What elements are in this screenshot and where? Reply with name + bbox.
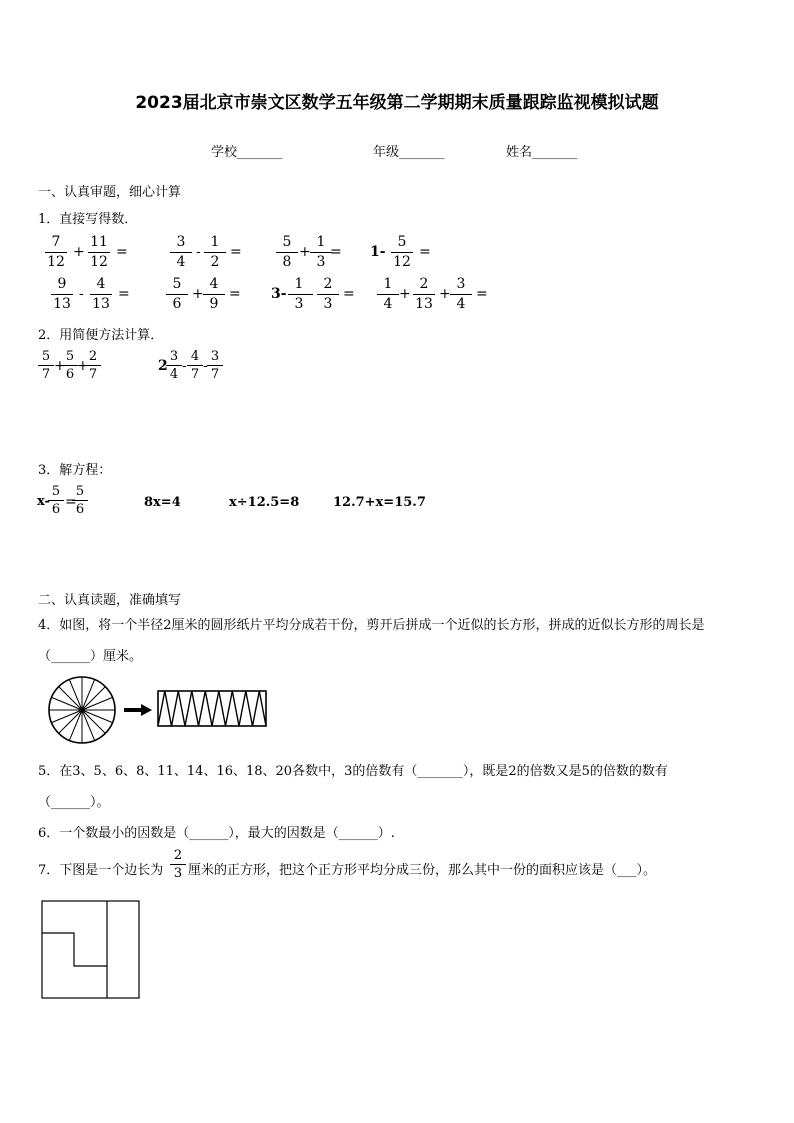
sector-line xyxy=(59,687,82,710)
section2-heading: 二、认真读题，准确填写 xyxy=(38,593,182,608)
fraction: 7 12 xyxy=(42,234,70,271)
fraction: 4 9 xyxy=(200,276,228,313)
fraction: 4 7 xyxy=(185,349,205,382)
fraction: 5 6 xyxy=(46,484,66,517)
q3-e2: 8x=4 xyxy=(144,495,181,510)
fraction: 11 12 xyxy=(85,234,113,271)
fraction: 5 12 xyxy=(388,234,416,271)
fraction: 5 6 xyxy=(163,276,191,313)
fraction: 1 3 xyxy=(307,234,335,271)
q1-label: 1．直接写得数． xyxy=(38,212,138,227)
q5-line2[interactable]: （______）。 xyxy=(38,795,110,810)
fraction: 2 3 xyxy=(168,848,188,881)
q4-line2[interactable]: （______）厘米。 xyxy=(38,649,143,664)
fraction: 5 8 xyxy=(273,234,301,271)
sector-line xyxy=(59,710,82,733)
fraction: 4 13 xyxy=(87,276,115,313)
sector-line xyxy=(82,687,105,710)
fraction: 3 4 xyxy=(447,276,475,313)
school-field[interactable]: 学校_______ xyxy=(211,145,283,160)
q3-e3: x÷12.5=8 xyxy=(229,495,300,510)
fraction: 3 4 xyxy=(164,349,184,382)
q6-text: 6．一个数最小的因数是（______），最大的因数是（______）. xyxy=(38,826,395,841)
fraction: 3 7 xyxy=(205,349,225,382)
arrow-icon xyxy=(124,704,152,716)
q4-figure xyxy=(46,675,276,745)
fraction: 1 4 xyxy=(374,276,402,313)
fraction: 2 3 xyxy=(314,276,342,313)
q7-square-figure xyxy=(40,899,142,1001)
fraction: 3 4 xyxy=(167,234,195,271)
q3-e4: 12.7+x=15.7 xyxy=(333,495,426,510)
page-title: 2023届北京市崇文区数学五年级第二学期期末质量跟踪监视模拟试题 xyxy=(135,93,659,113)
fraction: 5 6 xyxy=(60,349,80,382)
fraction: 1 2 xyxy=(201,234,229,271)
fraction: 1 3 xyxy=(285,276,313,313)
fraction: 2 13 xyxy=(410,276,438,313)
section1-heading: 一、认真审题，细心计算 xyxy=(38,185,182,200)
circle-sectors-figure xyxy=(49,677,115,743)
fraction: 2 7 xyxy=(83,349,103,382)
q4-line1: 4．如图，将一个半径2厘米的圆形纸片平均分成若干份，剪开后拼成一个近似的长方形，拼成的近似长方形的周长是 xyxy=(38,618,705,633)
q2-label: 2．用简便方法计算． xyxy=(38,328,164,343)
grade-field[interactable]: 年级_______ xyxy=(373,145,445,160)
zigzag-line xyxy=(158,691,266,726)
sector-line xyxy=(82,710,105,733)
fraction: 5 6 xyxy=(70,484,90,517)
fraction: 5 7 xyxy=(36,349,56,382)
fraction: 9 13 xyxy=(48,276,76,313)
q5-line1: 5．在3、5、6、8、11、14、16、18、20各数中，3的倍数有（_______），既是2的倍数又是5的倍数的数有 xyxy=(38,764,668,779)
approx-rectangle-figure xyxy=(158,691,266,726)
name-field[interactable]: 姓名_______ xyxy=(506,145,578,160)
q3-label: 3．解方程： xyxy=(38,463,112,478)
